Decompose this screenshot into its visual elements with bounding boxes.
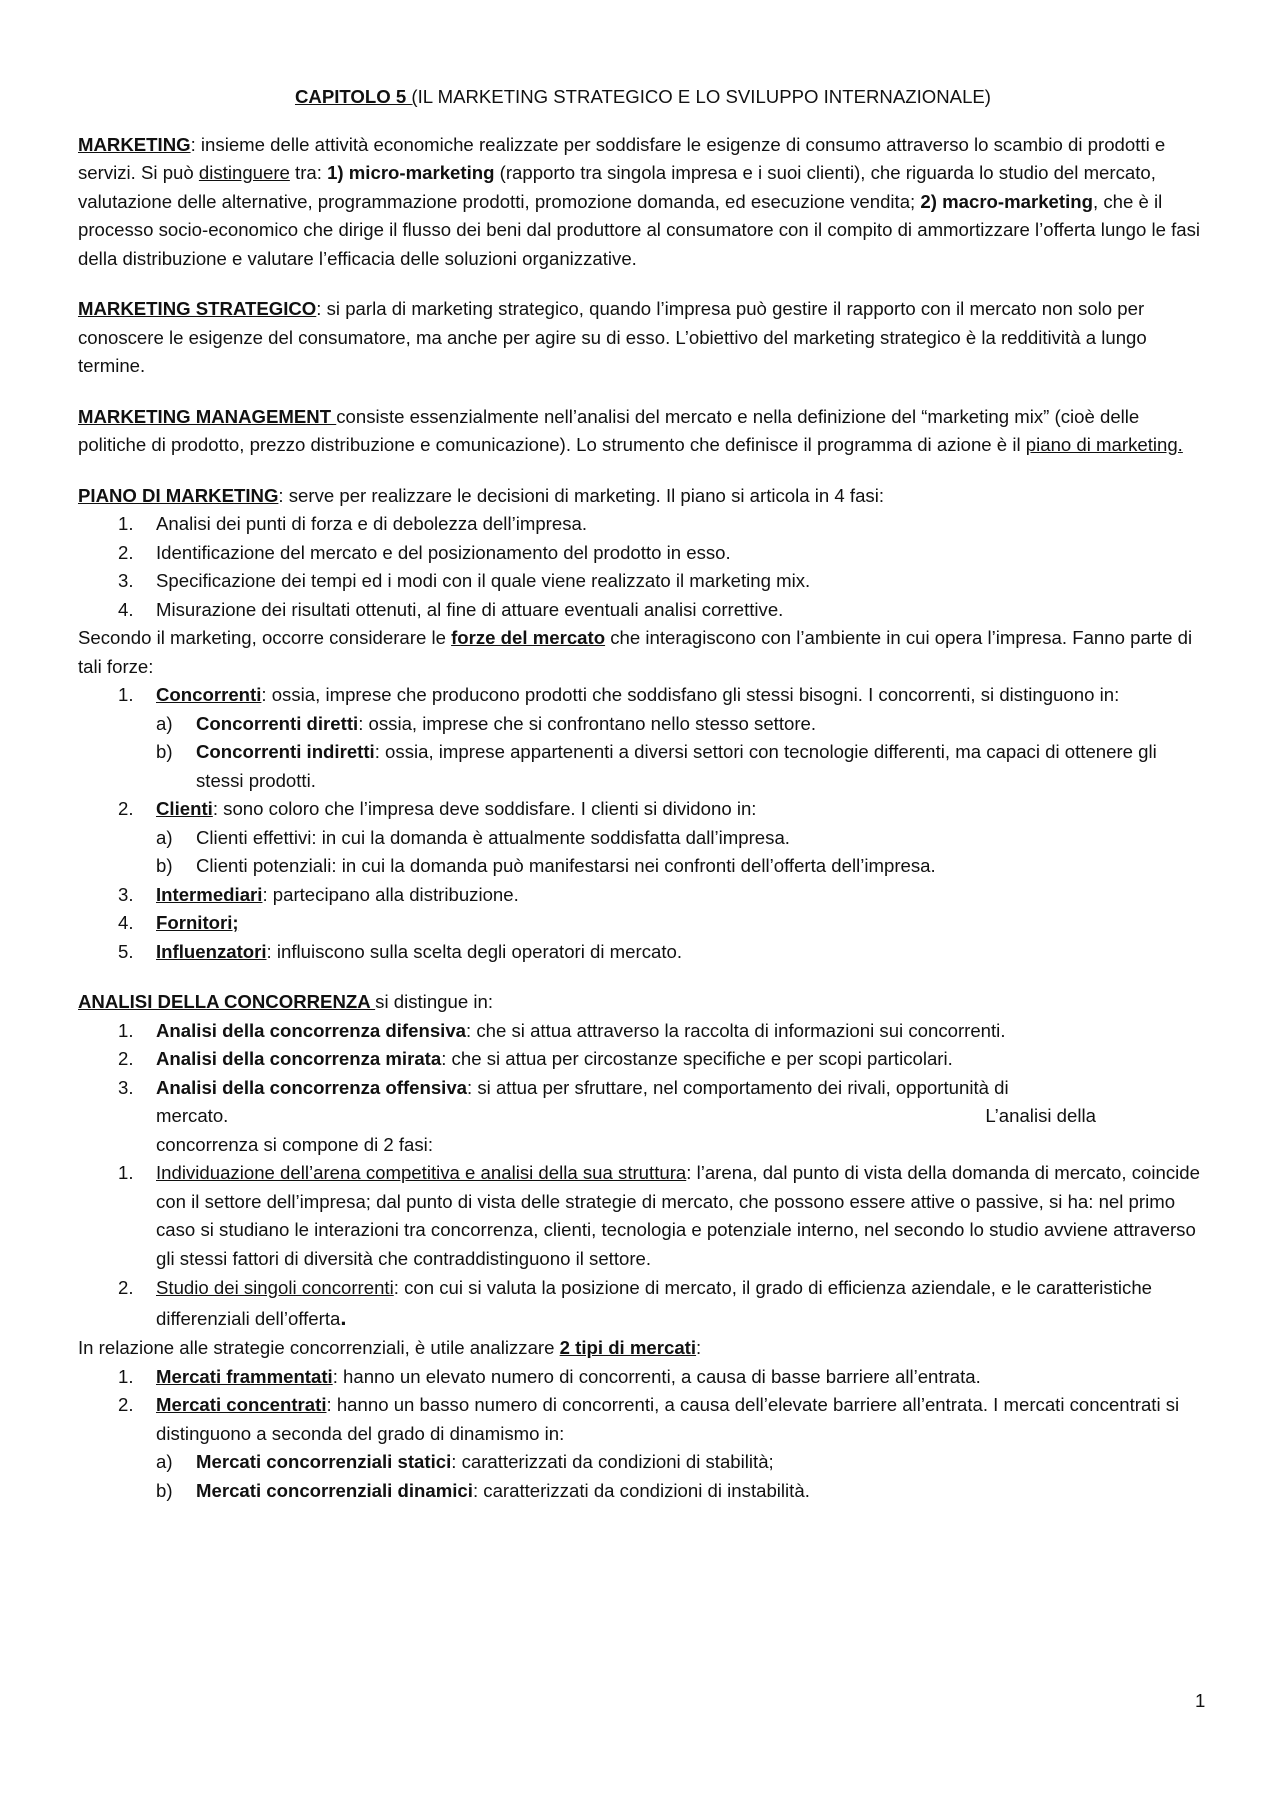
chapter-paren: (	[411, 86, 418, 107]
list-text: : l’arena, dal punto di vista della domanda di mercato, coincide con il settore dell’impresa; dal punto di vista delle strategie di mercato, che possono essere attive o passive, si ha: nel primo caso si studiano le interazioni tra concorrenza, clienti, tecnologia e potenziale interno, nel secondo lo studio avviene attraverso gli stessi fattori di diversità che contraddistinguono il settore.	[156, 1162, 1200, 1269]
list-item	[78, 1273, 1208, 1334]
list-number: 2.	[118, 1277, 134, 1298]
chapter-label: CAPITOLO 5	[294, 86, 412, 107]
text: : si parla di marketing strategico, quando l’impresa può gestire il rapporto con il mercato non solo per conoscere le esigenze del consumatore, ma anche per agire su di esso. L’obiettivo del marketing strategico è la redditività a lungo termine.	[78, 298, 1147, 376]
list-item	[78, 1074, 1208, 1160]
piano-paragraph	[78, 482, 1208, 511]
list-number: 2.	[118, 1048, 134, 1069]
analisi-heading: ANALISI DELLA CONCORRENZA	[78, 991, 376, 1012]
list-text: Specificazione dei tempi ed i modi con il quale viene realizzato il marketing mix.	[156, 570, 811, 591]
list-number: 2.	[118, 541, 134, 563]
list-text: Identificazione del mercato e del posizionamento del prodotto in esso.	[156, 541, 731, 563]
list-item	[78, 795, 1208, 824]
term: Analisi della concorrenza offensiva	[156, 1076, 468, 1098]
sub-list-item	[78, 1448, 1208, 1477]
term: Mercati concorrenziali statici	[196, 1451, 452, 1472]
list-text: : hanno un elevato numero di concorrenti, a causa di basse barriere all’entrata.	[332, 1365, 981, 1387]
list-number: 1.	[118, 1162, 134, 1183]
term: Analisi della concorrenza difensiva	[156, 1019, 467, 1041]
list-number: 4.	[118, 912, 134, 933]
list-item	[78, 881, 1208, 910]
list-text: Clienti potenziali: in cui la domanda può manifestarsi nei confronti dell’offerta dell’impresa.	[196, 855, 936, 876]
text: forze del mercato	[451, 627, 606, 648]
marketing-heading: MARKETING	[78, 133, 191, 155]
text: , che è il processo socio-economico che dirige il flusso dei beni dal produttore al consumatore con il compito di ammortizzare l’offerta lungo le fasi della distribuzione e valutare l’efficacia delle soluzioni organizzative.	[78, 190, 1201, 269]
term: Intermediari	[156, 883, 263, 905]
list-item	[78, 539, 1208, 568]
page-number: 1	[1195, 1690, 1206, 1711]
sub-list-item	[78, 852, 1208, 881]
text: tra:	[289, 162, 328, 183]
list-text: : influiscono sulla scelta degli operatori di mercato.	[266, 940, 683, 962]
list-number: 2.	[118, 798, 134, 819]
list-text: : ossia, imprese che si confrontano nello stesso settore.	[358, 712, 817, 734]
text: :	[696, 1337, 702, 1358]
term: Individuazione dell’arena competitiva e analisi della sua struttura	[156, 1162, 687, 1183]
list-text: : caratterizzati da condizioni di instabilità.	[472, 1479, 810, 1501]
text: 2 tipi di mercati	[559, 1337, 697, 1358]
list-item	[78, 1363, 1208, 1392]
term: Clienti	[156, 798, 213, 819]
list-number: 1.	[118, 513, 134, 534]
term: Concorrenti	[156, 684, 262, 705]
text: 1) micro-marketing	[327, 162, 495, 183]
list-letter: a)	[156, 826, 173, 848]
text: : serve per realizzare le decisioni di marketing. Il piano si articola in 4 fasi:	[278, 484, 885, 506]
chapter-subtitle: IL MARKETING STRATEGICO E LO SVILUPPO INTERNAZIONALE)	[417, 86, 992, 107]
list-number: 5.	[118, 940, 134, 962]
list-item	[78, 938, 1208, 967]
list-number: 3.	[118, 1076, 134, 1098]
list-text: : si attua per sfruttare, nel comportamento dei rivali, opportunità di	[467, 1076, 1009, 1098]
term: Analisi della concorrenza mirata	[156, 1048, 442, 1069]
list-text: Misurazione dei risultati ottenuti, al fine di attuare eventuali analisi correttive.	[156, 598, 784, 620]
list-text: Analisi dei punti di forza e di debolezza dell’impresa.	[156, 513, 587, 534]
forze-paragraph	[78, 624, 1208, 681]
text: Secondo il marketing, occorre considerare le	[78, 627, 452, 648]
list-text: : caratterizzati da condizioni di stabilità;	[451, 1451, 774, 1472]
page-title	[78, 83, 1208, 112]
list-text: : che si attua attraverso la raccolta di informazioni sui concorrenti.	[466, 1019, 1006, 1041]
list-text: : ossia, imprese appartenenti a diversi settori con tecnologie differenti, ma capaci di ottenere gli stessi prodotti.	[196, 741, 1157, 791]
text: si distingue in:	[375, 991, 493, 1012]
marketing-paragraph	[78, 131, 1208, 274]
list-item	[78, 567, 1208, 596]
list-item	[78, 1159, 1208, 1273]
list-text: L’analisi della	[985, 1105, 1096, 1126]
list-number: 1.	[118, 684, 134, 705]
list-number: 3.	[118, 883, 134, 905]
list-number: 1.	[118, 1019, 134, 1041]
text: In relazione alle strategie concorrenziali, è utile analizzare	[78, 1337, 560, 1358]
list-item	[78, 1045, 1208, 1074]
list-text: : che si attua per circostanze specifiche e per scopi particolari.	[441, 1048, 953, 1069]
text: distinguere	[198, 162, 290, 183]
sub-list-item	[78, 824, 1208, 853]
list-item	[78, 1391, 1208, 1448]
list-letter: b)	[156, 855, 173, 876]
sub-list-item	[78, 738, 1208, 795]
text: consiste essenzialmente nell’analisi del mercato e nella definizione del “marketing mix” (cioè delle politiche di prodotto, prezzo distribuzione e comunicazione). Lo strumento che definisce il programma di azione è il	[78, 405, 1140, 455]
text: che interagiscono con l’ambiente in cui opera l’impresa. Fanno parte di tali forze:	[78, 627, 1193, 677]
list-number: 4.	[118, 598, 134, 620]
list-text: .	[340, 1305, 347, 1330]
term: Mercati concentrati	[156, 1394, 327, 1415]
list-item	[78, 510, 1208, 539]
list-number: 1.	[118, 1365, 134, 1387]
term: Influenzatori	[156, 940, 267, 962]
list-text: concorrenza si compone di 2 fasi:	[156, 1133, 433, 1155]
text: : insieme delle attività economiche realizzate per soddisfare le esigenze di consumo attraverso lo scambio di prodotti e servizi. Si può	[78, 133, 1166, 183]
text: 2) macro-marketing	[920, 190, 1093, 212]
list-text: : partecipano alla distribuzione.	[262, 883, 519, 905]
term: Studio dei singoli concorrenti	[156, 1277, 394, 1298]
list-letter: b)	[156, 1479, 173, 1501]
list-text: mercato.	[156, 1105, 229, 1126]
list-text: : ossia, imprese che producono prodotti che soddisfano gli stessi bisogni. I concorrenti, si distinguono in:	[261, 684, 1120, 705]
term: Fornitori;	[156, 912, 239, 933]
management-paragraph	[78, 403, 1208, 460]
piano-reference: piano di marketing.	[1025, 434, 1183, 455]
mercati-paragraph	[78, 1334, 1208, 1363]
term: Concorrenti indiretti	[196, 741, 375, 762]
term: Concorrenti diretti	[196, 712, 359, 734]
text: (rapporto tra singola impresa e i suoi clienti), che riguarda lo studio del mercato, valutazione delle alternative, programmazione prodotti, promozione domanda, ed esecuzione vendita;	[78, 162, 1156, 212]
management-heading: MARKETING MANAGEMENT	[78, 405, 337, 427]
term: Mercati frammentati	[156, 1365, 333, 1387]
list-item	[78, 1017, 1208, 1046]
document-page	[78, 83, 1208, 1505]
sub-list-item	[78, 710, 1208, 739]
list-text: Clienti effettivi: in cui la domanda è attualmente soddisfatta dall’impresa.	[196, 826, 790, 848]
list-number: 2.	[118, 1394, 134, 1415]
list-text: : sono coloro che l’impresa deve soddisfare. I clienti si dividono in:	[212, 798, 757, 819]
list-text: : con cui si valuta la posizione di mercato, il grado di efficienza aziendale, e le caratteristiche differenziali dell’offerta	[156, 1277, 1153, 1329]
list-number: 3.	[118, 570, 134, 591]
list-letter: a)	[156, 712, 173, 734]
list-item	[78, 909, 1208, 938]
analisi-paragraph	[78, 988, 1208, 1017]
list-text: : hanno un basso numero di concorrenti, a causa dell’elevate barriere all’entrata. I mercati concentrati si distinguono a seconda del grado di dinamismo in:	[156, 1394, 1180, 1444]
sub-list-item	[78, 1477, 1208, 1506]
list-letter: b)	[156, 741, 173, 762]
strategico-paragraph	[78, 295, 1208, 381]
list-item	[78, 681, 1208, 710]
piano-heading: PIANO DI MARKETING	[78, 484, 279, 506]
strategico-heading: MARKETING STRATEGICO	[78, 298, 317, 319]
term: Mercati concorrenziali dinamici	[196, 1479, 473, 1501]
list-item	[78, 596, 1208, 625]
list-letter: a)	[156, 1451, 173, 1472]
